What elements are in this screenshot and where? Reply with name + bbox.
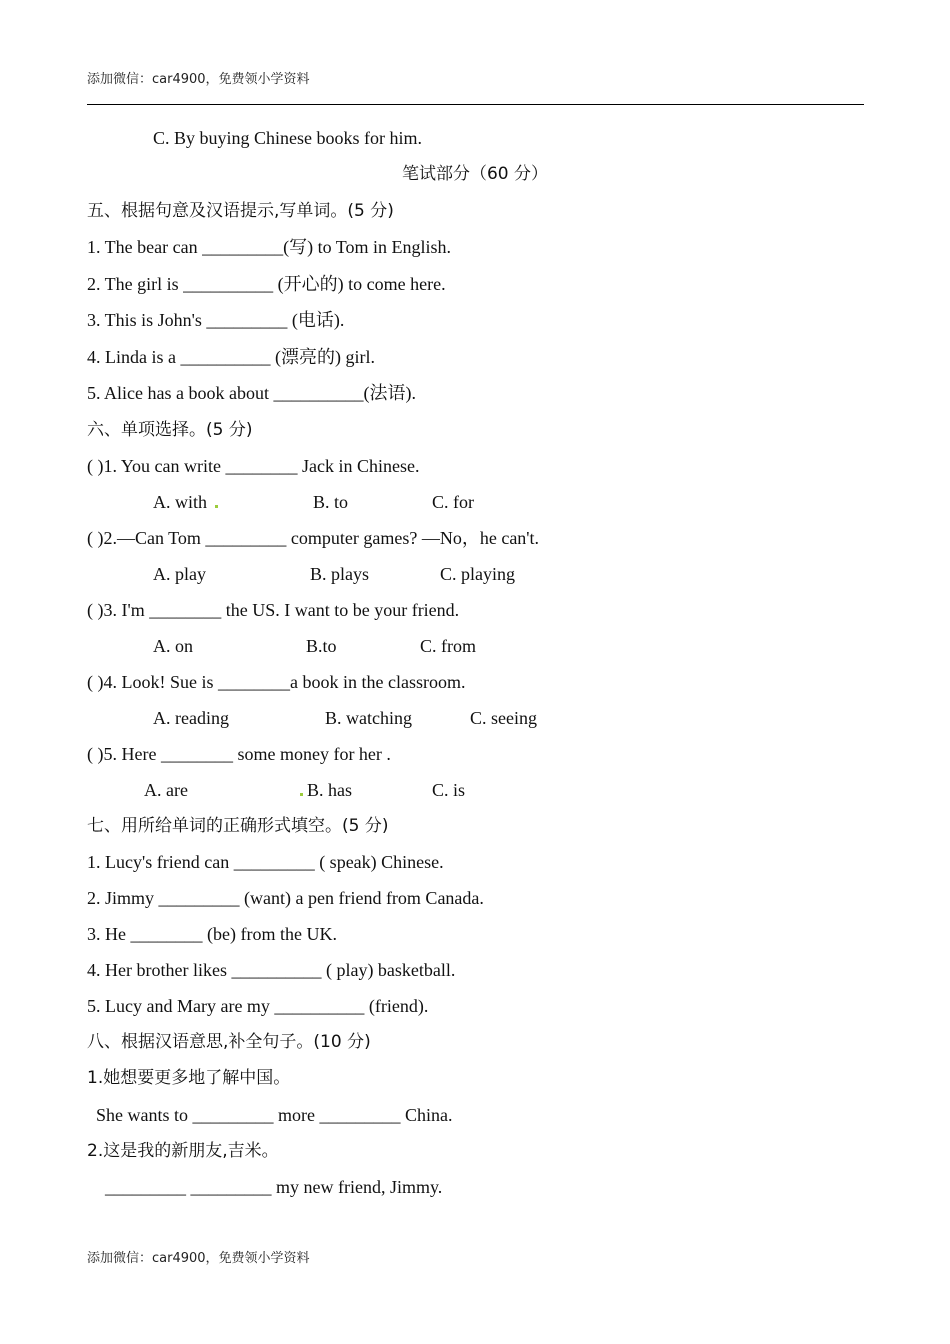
sec6-q2-stem: ( )2.—Can Tom _________ computer games? —No，he can't. bbox=[87, 528, 540, 548]
previous-option: C. By buying Chinese books for him. bbox=[153, 128, 422, 148]
sec5-item-5: 5. Alice has a book about __________(法语). bbox=[87, 383, 416, 403]
sec6-q3-option-b: B.to bbox=[306, 636, 337, 656]
green-dot-mark bbox=[215, 505, 218, 508]
sec7-item-4: 4. Her brother likes __________ ( play) basketball. bbox=[87, 960, 456, 980]
sec6-q3-stem: ( )3. I'm ________ the US. I want to be your friend. bbox=[87, 600, 460, 620]
section-7-title: 七、用所给单词的正确形式填空。(5 分) bbox=[87, 816, 389, 836]
header-divider bbox=[87, 104, 864, 105]
sec6-q5-option-b: B. has bbox=[307, 780, 352, 800]
sec7-item-3: 3. He ________ (be) from the UK. bbox=[87, 924, 337, 944]
sec8-item-2-english: _________ _________ my new friend, Jimmy. bbox=[105, 1177, 443, 1197]
green-dot-mark bbox=[300, 793, 303, 796]
sec7-item-1: 1. Lucy's friend can _________ ( speak) Chinese. bbox=[87, 852, 444, 872]
sec6-q4-stem: ( )4. Look! Sue is ________a book in the classroom. bbox=[87, 672, 466, 692]
sec6-q1-option-a: A. with bbox=[153, 492, 207, 512]
sec6-q3-option-c: C. from bbox=[420, 636, 476, 656]
sec6-q4-option-c: C. seeing bbox=[470, 708, 537, 728]
sec8-item-1-english: She wants to _________ more _________ China. bbox=[96, 1105, 453, 1125]
sec6-q4-option-a: A. reading bbox=[153, 708, 229, 728]
section-6-title: 六、单项选择。(5 分) bbox=[87, 420, 253, 440]
sec7-item-2: 2. Jimmy _________ (want) a pen friend from Canada. bbox=[87, 888, 484, 908]
page-footer: 添加微信：car4900，免费领小学资料 bbox=[87, 1251, 310, 1266]
sec6-q1-option-b: B. to bbox=[313, 492, 349, 512]
sec8-item-1-chinese: 1.她想要更多地了解中国。 bbox=[87, 1068, 291, 1088]
sec6-q2-option-b: B. plays bbox=[310, 564, 370, 584]
written-part-title: 笔试部分（60 分） bbox=[401, 164, 549, 184]
sec5-item-1: 1. The bear can _________(写) to Tom in English. bbox=[87, 237, 452, 257]
sec6-q2-option-a: A. play bbox=[153, 564, 206, 584]
section-8-title: 八、根据汉语意思,补全句子。(10 分) bbox=[87, 1032, 371, 1052]
sec6-q5-option-c: C. is bbox=[432, 780, 466, 800]
sec5-item-4: 4. Linda is a __________ (漂亮的) girl. bbox=[87, 347, 375, 367]
sec5-item-3: 3. This is John's _________ (电话). bbox=[87, 310, 345, 330]
sec6-q3-option-a: A. on bbox=[153, 636, 193, 656]
sec6-q5-stem: ( )5. Here ________ some money for her . bbox=[87, 744, 391, 764]
page-header: 添加微信：car4900，免费领小学资料 bbox=[87, 72, 310, 87]
sec5-item-2: 2. The girl is __________ (开心的) to come here. bbox=[87, 274, 446, 294]
sec6-q1-stem: ( )1. You can write ________ Jack in Chinese. bbox=[87, 456, 420, 476]
sec8-item-2-chinese: 2.这是我的新朋友,吉米。 bbox=[87, 1141, 279, 1161]
sec7-item-5: 5. Lucy and Mary are my __________ (friend). bbox=[87, 996, 429, 1016]
section-5-title: 五、根据句意及汉语提示,写单词。(5 分) bbox=[87, 201, 394, 221]
sec6-q5-option-a: A. are bbox=[144, 780, 188, 800]
sec6-q1-option-c: C. for bbox=[432, 492, 474, 512]
sec6-q4-option-b: B. watching bbox=[325, 708, 412, 728]
sec6-q2-option-c: C. playing bbox=[440, 564, 515, 584]
